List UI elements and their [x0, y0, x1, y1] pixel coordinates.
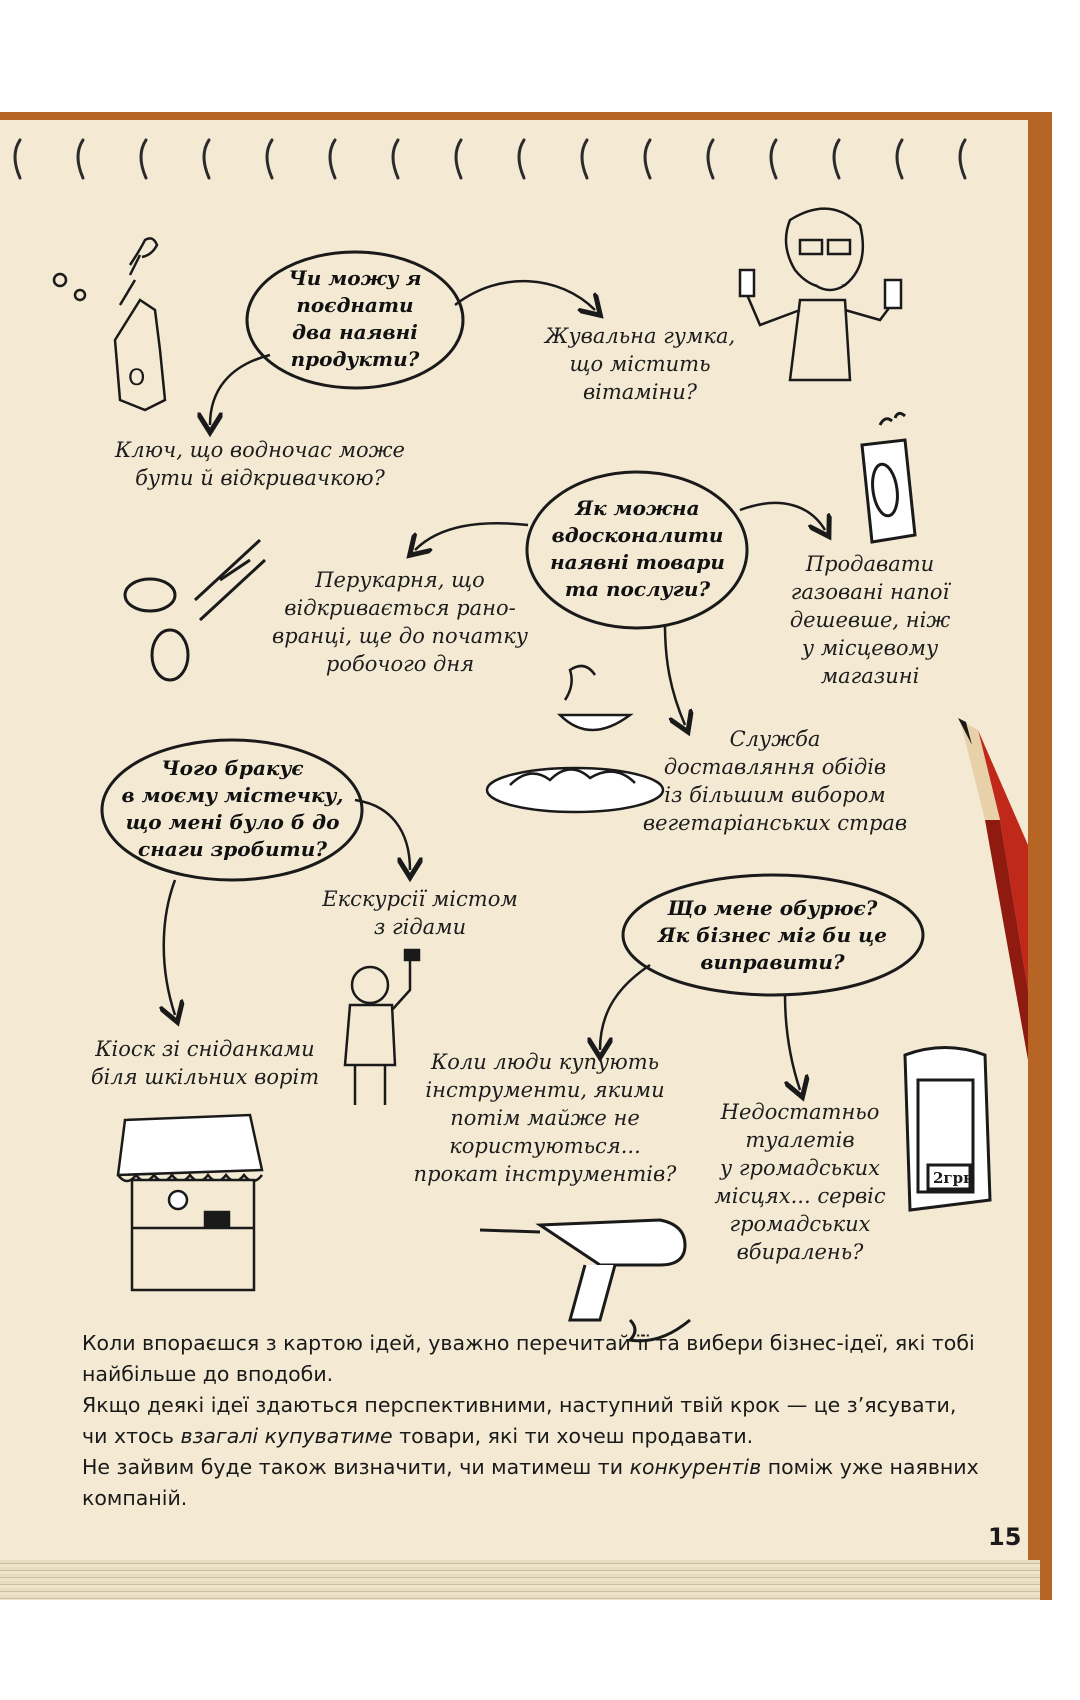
idea-tool-rental — [395, 1048, 695, 1188]
bubble-combine-products — [260, 265, 450, 373]
idea-line: що містить — [569, 352, 711, 376]
toilet-price-sign: 2грн — [933, 1169, 975, 1187]
idea-line: прокат інструментів? — [413, 1162, 677, 1186]
bubble-line: вдосконалити — [551, 523, 724, 547]
body-text-run: поміж уже наявних компаній. — [82, 1455, 979, 1510]
idea-line: доставляння обідів — [663, 755, 887, 779]
idea-cheaper-soda — [775, 550, 965, 690]
page-number: 15 — [988, 1523, 1022, 1551]
idea-line: із більшим вибором — [664, 783, 886, 807]
idea-line: газовані напої — [790, 580, 950, 604]
idea-line: біля шкільних воріт — [90, 1065, 320, 1089]
arrow-to-gum — [455, 281, 595, 310]
idea-line: магазині — [820, 664, 920, 688]
bubble-line: що мені було б до — [125, 810, 340, 834]
idea-line: Ключ, що водночас може — [115, 438, 405, 462]
bubble-missing-in-town — [110, 755, 355, 863]
idea-line: відкривається рано- — [284, 596, 516, 620]
bubble-line: виправити? — [700, 950, 845, 974]
man-with-glasses-drawing — [740, 209, 901, 380]
bubble-line: поєднати — [296, 293, 414, 317]
bubble-line: снаги зробити? — [138, 837, 327, 861]
idea-key-opener — [95, 436, 425, 492]
body-text-run: Якщо деякі ідеї здаються перспективними, наступний твій крок — це з’ясувати, чи хтось — [82, 1393, 957, 1448]
bubble-line: та послуги? — [564, 577, 711, 601]
pencil-drawing — [958, 718, 1028, 1060]
scissors-drawing — [125, 540, 265, 680]
idea-line: Кіоск зі сніданками — [95, 1037, 315, 1061]
idea-line: туалетів — [745, 1128, 855, 1152]
arrow-to-kiosk — [164, 880, 175, 1015]
body-paragraph — [82, 1390, 982, 1452]
body-paragraph — [82, 1452, 982, 1514]
svg-text:O: O — [128, 366, 146, 391]
body-emphasis: взагалі купуватиме — [180, 1424, 393, 1448]
arrow-to-tools — [600, 965, 650, 1050]
bubble-line: в моєму містечку, — [121, 783, 344, 807]
body-text-run: товари, які ти хочеш продавати. — [392, 1424, 754, 1448]
idea-lunch-delivery — [625, 725, 925, 837]
idea-line: Недостатньо — [720, 1100, 880, 1124]
bubble-line: Як бізнес міг би це — [658, 923, 887, 947]
idea-line: користуються... — [449, 1134, 641, 1158]
idea-line: потім майже не — [450, 1106, 640, 1130]
idea-line: Служба — [729, 727, 821, 751]
drill-drawing — [480, 1220, 690, 1341]
body-text-run: Не зайвим буде також визначити, чи матимеш ти — [82, 1455, 630, 1479]
idea-line: Продавати — [805, 552, 935, 576]
idea-line: інструменти, якими — [425, 1078, 665, 1102]
bubble-line: Що мене обурює? — [667, 896, 878, 920]
idea-line: вегетаріанських страв — [642, 811, 908, 835]
idea-line: вітаміни? — [582, 380, 698, 404]
idea-line: Перукарня, що — [315, 568, 485, 592]
bubble-line: два наявні — [292, 320, 418, 344]
bubble-line: продукти? — [290, 347, 420, 371]
idea-line: Коли люди купують — [430, 1050, 660, 1074]
idea-breakfast-kiosk — [65, 1035, 345, 1091]
idea-line: місцях... сервіс — [714, 1184, 886, 1208]
bubble-line: Як можна — [575, 496, 700, 520]
idea-public-toilets — [700, 1098, 900, 1266]
idea-line: громадських — [729, 1212, 871, 1236]
arrow-to-soda — [740, 503, 825, 530]
bubble-line: Чого бракує — [161, 756, 304, 780]
idea-line: бути й відкривачкою? — [135, 466, 385, 490]
idea-line: з гідами — [373, 915, 467, 939]
bubble-line: наявні товари — [550, 550, 725, 574]
idea-line: у місцевому — [801, 636, 939, 660]
arrow-to-delivery — [665, 625, 685, 725]
bubble-line: Чи можу я — [288, 266, 422, 290]
idea-line: вбиралень? — [736, 1240, 864, 1264]
bottle-key-drawing — [54, 238, 165, 410]
body-paragraph: Коли впораєшся з картою ідей, уважно перечитай її та вибери бізнес-ідеї, які тобі найбільше до вподоби. — [82, 1331, 975, 1386]
idea-early-hairdresser — [250, 566, 550, 678]
arrow-to-toilets — [785, 995, 800, 1090]
arrow-to-hairdresser — [415, 523, 528, 550]
idea-guided-tours — [300, 885, 540, 941]
idea-vitamin-gum — [520, 322, 760, 406]
bubble-annoying — [635, 895, 910, 976]
kiosk-drawing — [118, 1115, 262, 1290]
idea-line: вранці, ще до початку — [272, 624, 528, 648]
body-emphasis: конкурентів — [629, 1455, 762, 1479]
body-text — [82, 1328, 982, 1514]
idea-line: Екскурсії містом — [322, 887, 518, 911]
idea-line: у громадських — [720, 1156, 880, 1180]
idea-line: Жувальна гумка, — [544, 324, 736, 348]
idea-line: робочого дня — [325, 652, 475, 676]
idea-line: дешевше, ніж — [789, 608, 951, 632]
soda-can-drawing — [862, 413, 915, 542]
bubble-improve-products — [535, 495, 740, 603]
spiral-binding — [15, 140, 965, 178]
